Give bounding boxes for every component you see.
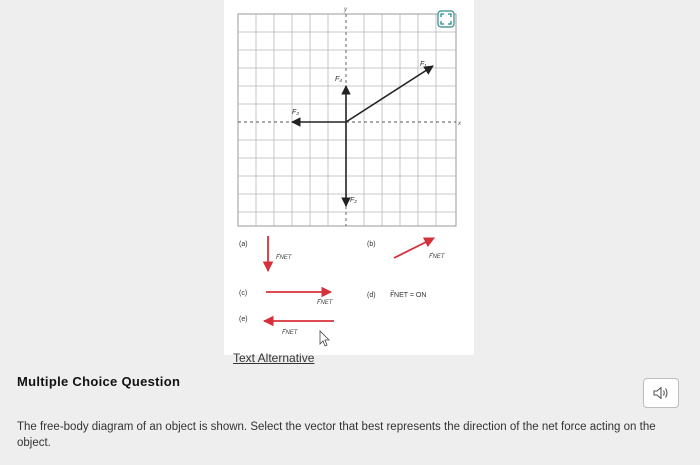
choice-b-arrow bbox=[394, 238, 434, 258]
choice-d-letter: (d) bbox=[367, 292, 376, 299]
choice-e-label: F⃗NET bbox=[282, 330, 298, 336]
choice-c-letter: (c) bbox=[239, 290, 248, 297]
force-f1-label: F₁ bbox=[420, 61, 427, 68]
choice-a-letter: (a) bbox=[239, 241, 248, 248]
expand-icon[interactable] bbox=[437, 10, 455, 28]
choice-b-label: F⃗NET bbox=[429, 254, 445, 260]
question-text: The free-body diagram of an object is shown. Select the vector that best represents the direction of the net force acting on the object. bbox=[17, 421, 656, 449]
text-alternative-link[interactable]: Text Alternative bbox=[233, 351, 315, 365]
y-axis-label: y bbox=[344, 7, 347, 13]
mouse-cursor-icon bbox=[320, 331, 329, 346]
x-axis-label: x bbox=[458, 121, 461, 127]
grid bbox=[238, 7, 462, 226]
choice-a-label: F⃗NET bbox=[276, 255, 292, 261]
choice-b-letter: (b) bbox=[367, 241, 376, 248]
choice-a bbox=[239, 236, 293, 271]
choice-e-letter: (e) bbox=[239, 316, 248, 323]
choice-c-label: F⃗NET bbox=[317, 300, 333, 306]
speaker-icon bbox=[653, 386, 669, 400]
audio-button[interactable] bbox=[643, 378, 679, 408]
choice-c bbox=[239, 290, 334, 306]
choice-b bbox=[367, 238, 446, 260]
free-body-diagram bbox=[224, 0, 474, 355]
choice-d-label: F⃗NET = ON bbox=[390, 292, 427, 299]
question-type-heading: Multiple Choice Question bbox=[17, 374, 181, 389]
figure-panel bbox=[224, 0, 474, 355]
force-f4-label: F₄ bbox=[335, 76, 343, 83]
force-f3-label: F₃ bbox=[292, 109, 300, 116]
force-f2-label: F₂ bbox=[350, 197, 357, 204]
choice-d bbox=[367, 290, 426, 299]
